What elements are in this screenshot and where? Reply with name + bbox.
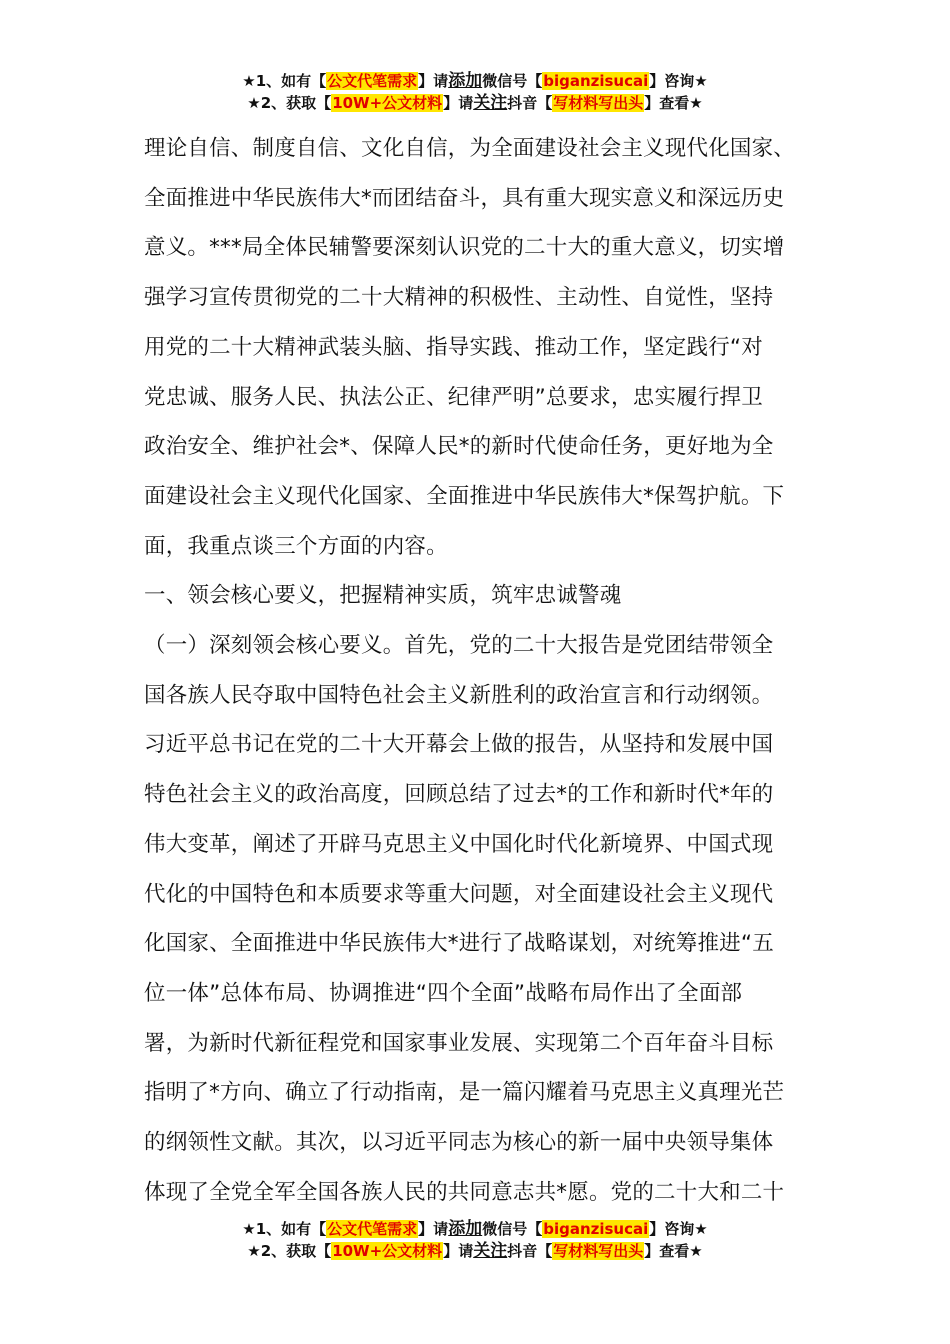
text-line: 党忠诚、服务人民、执法公正、纪律严明”总要求，忠实履行捍卫 (144, 384, 763, 410)
promo-highlight: 写材料写出头 (553, 94, 644, 112)
promo-text: 抖音【 (507, 1242, 553, 1260)
promo-line-2 (0, 1240, 950, 1262)
promo-text: 】请 (443, 1242, 474, 1260)
promo-text: 微信号【 (482, 72, 543, 90)
text-line: 代化的中国特色和本质要求等重大问题，对全面建设社会主义现代 (144, 881, 774, 907)
text-line: 强学习宣传贯彻党的二十大精神的积极性、主动性、自觉性，坚持 (144, 285, 774, 311)
promo-text: 】查看★ (644, 1242, 703, 1260)
text-line: （一）深刻领会核心要义。首先，党的二十大报告是党团结带领全 (144, 633, 774, 659)
text-line: 理论自信、制度自信、文化自信，为全面建设社会主义现代化国家、 (144, 136, 796, 161)
promo-text: ★2、获取【 (247, 1242, 332, 1260)
text-line: 意义。***局全体民辅警要深刻认识党的二十大的重大意义，切实增 (144, 235, 785, 261)
document-body (144, 124, 808, 1217)
promo-text: 微信号【 (482, 1220, 543, 1238)
promo-line-1 (0, 70, 950, 92)
promo-emphasis: 添加 (448, 1219, 483, 1239)
promo-text: 】咨询★ (649, 72, 708, 90)
text-line: 化国家、全面推进中华民族伟大*进行了战略谋划，对统筹推进“五 (144, 931, 774, 957)
bottom-promo-banner (0, 1218, 950, 1262)
promo-highlight: 写材料写出头 (553, 1242, 644, 1260)
promo-highlight: biganzisucai (543, 1220, 649, 1238)
text-line: 面建设社会主义现代化国家、全面推进中华民族伟大*保驾护航。下 (144, 483, 785, 509)
promo-emphasis: 关注 (473, 93, 508, 113)
text-line: 体现了全党全军全国各族人民的共同意志共*愿。党的二十大和二十 (144, 1179, 785, 1205)
text-line: 国各族人民夺取中国特色社会主义新胜利的政治宣言和行动纲领。 (144, 682, 774, 708)
text-line: 特色社会主义的政治高度，回顾总结了过去*的工作和新时代*年的 (144, 782, 774, 808)
promo-highlight: biganzisucai (543, 72, 649, 90)
text-line: 全面推进中华民族伟大*而团结奋斗，具有重大现实意义和深远历史 (144, 185, 785, 211)
text-line: 位一体”总体布局、协调推进“四个全面”战略布局作出了全面部 (144, 980, 743, 1006)
promo-text: 抖音【 (507, 94, 553, 112)
promo-highlight: 公文代笔需求 (327, 1220, 418, 1238)
promo-highlight: 10W+公文材料 (332, 1242, 443, 1260)
section-heading: 一、领会核心要义，把握精神实质，筑牢忠诚警魂 (144, 583, 622, 609)
text-line: 面，我重点谈三个方面的内容。 (144, 533, 448, 559)
promo-text: 】查看★ (644, 94, 703, 112)
text-line: 伟大变革，阐述了开辟马克思主义中国化时代化新境界、中国式现 (144, 831, 774, 857)
promo-emphasis: 关注 (473, 1241, 508, 1261)
promo-highlight: 10W+公文材料 (332, 94, 443, 112)
promo-text: 】请 (443, 94, 474, 112)
promo-text: ★2、获取【 (247, 94, 332, 112)
promo-text: 】请 (418, 72, 449, 90)
top-promo-banner (0, 70, 950, 114)
promo-highlight: 公文代笔需求 (327, 72, 418, 90)
text-line: 用党的二十大精神武装头脑、指导实践、推动工作，坚定践行“对 (144, 334, 763, 360)
promo-text: ★1、如有【 (242, 1220, 327, 1238)
promo-text: 】咨询★ (649, 1220, 708, 1238)
promo-text: 】请 (418, 1220, 449, 1238)
text-line: 习近平总书记在党的二十大开幕会上做的报告，从坚持和发展中国 (144, 732, 774, 758)
text-line: 政治安全、维护社会*、保障人民*的新时代使命任务，更好地为全 (144, 434, 774, 460)
promo-emphasis: 添加 (448, 71, 483, 91)
promo-line-1 (0, 1218, 950, 1240)
text-line: 指明了*方向、确立了行动指南，是一篇闪耀着马克思主义真理光芒 (144, 1080, 785, 1106)
promo-line-2 (0, 92, 950, 114)
text-line: 的纲领性文献。其次，以习近平同志为核心的新一届中央领导集体 (144, 1130, 774, 1156)
text-line: 署，为新时代新征程党和国家事业发展、实现第二个百年奋斗目标 (144, 1030, 774, 1056)
promo-text: ★1、如有【 (242, 72, 327, 90)
